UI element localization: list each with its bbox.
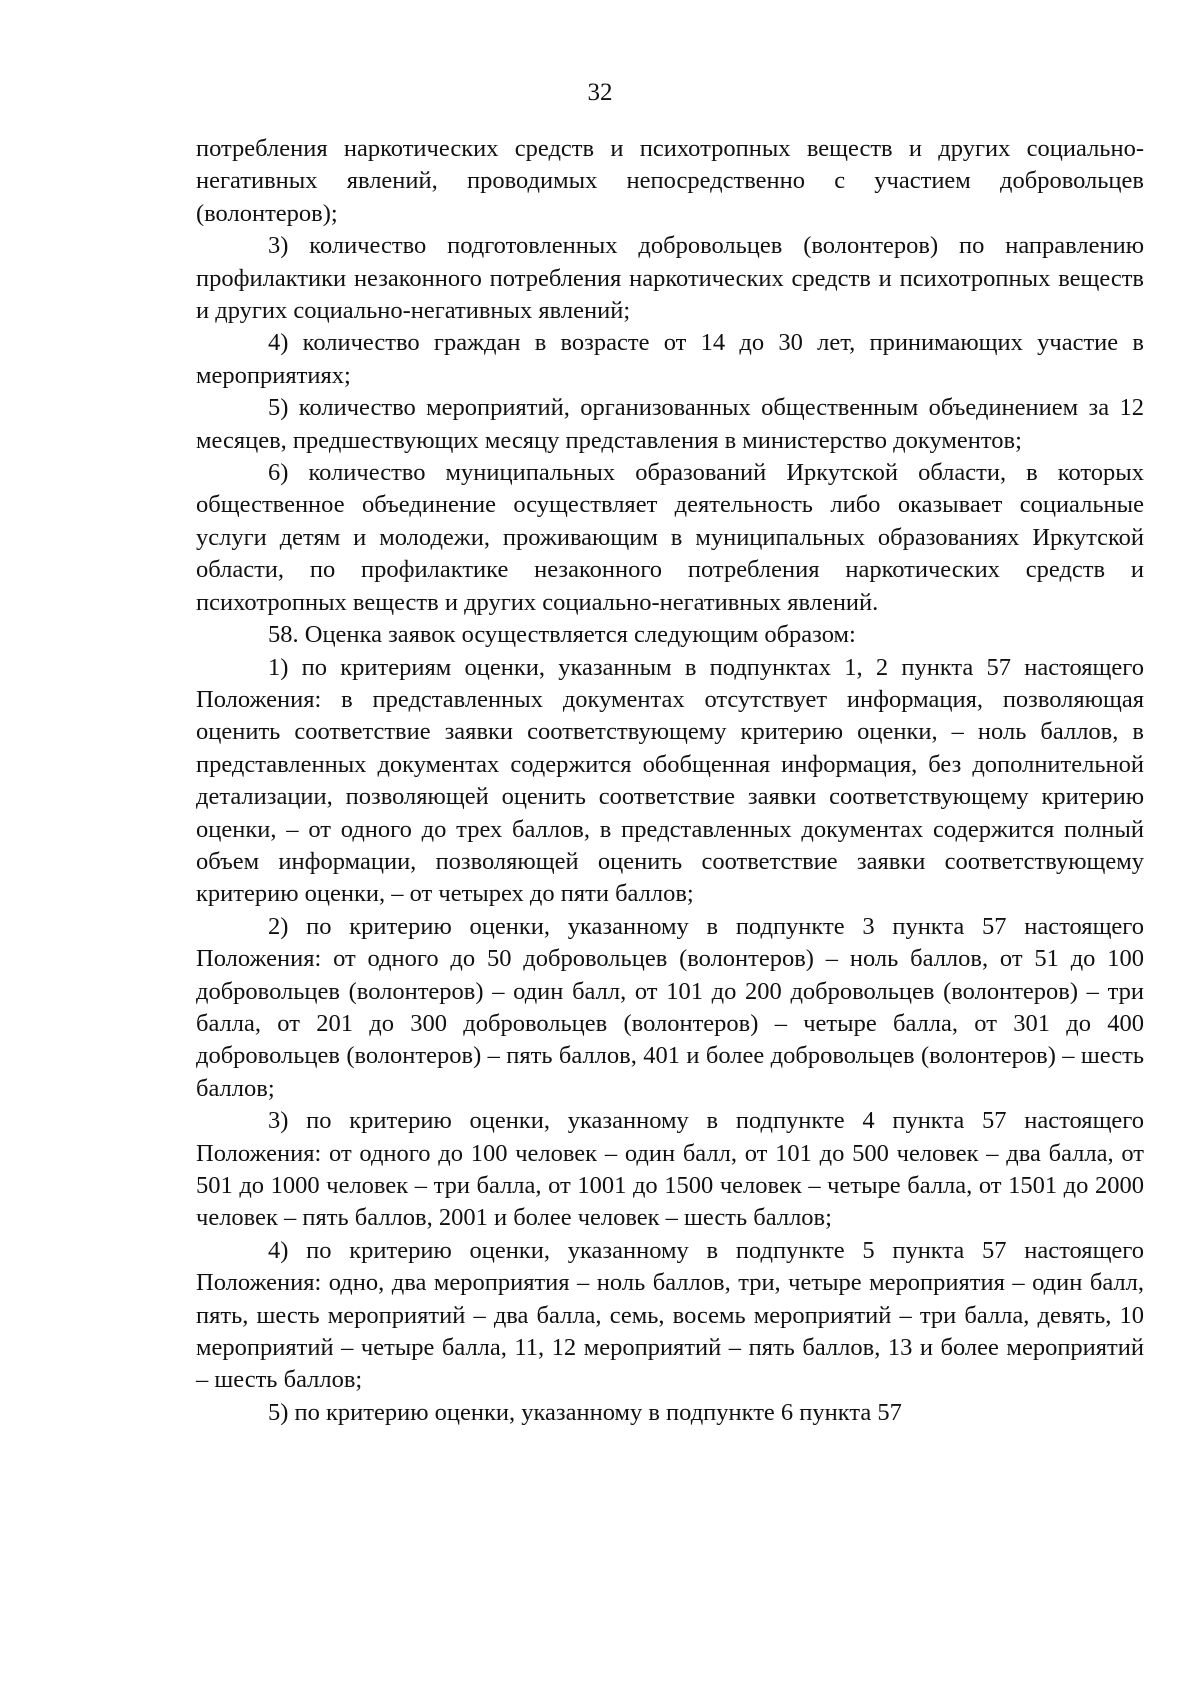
paragraph: 5) по критерию оценки, указанному в подпункте 6 пункта 57 [268,1398,902,1426]
paragraph: 5) количество мероприятий, организованных общественным объединением за 12 месяцев, предшествующих месяцу представления в министерство документов; [196,394,1144,454]
paragraph: 2) по критерию оценки, указанному в подпункте 3 пункта 57 настоящего Положения: от одного до 50 добровольцев (волонтеров) – ноль баллов, от 51 до 100 добровольцев (волонтеров) – один балл, от 101 до 200 добровольцев (волонтеров) – три балла, от 201 до 300 добровольцев (волонтеров) – четыре балла, от 301 до 400 добровольцев (волонтеров) – пять баллов, 401 и более добровольцев (волонтеров) – шесть баллов; [196,912,1144,1102]
paragraph: 4) по критерию оценки, указанному в подпункте 5 пункта 57 настоящего Положения: одно, два мероприятия – ноль баллов, три, четыре мероприятия – один балл, пять, шесть мероприятий – два балла, семь, восемь мероприятий – три балла, девять, 10 мероприятий – четыре балла, 11, 12 мероприятий – пять баллов, 13 и более мероприятий – шесть баллов; [196,1236,1144,1394]
paragraph: 3) по критерию оценки, указанному в подпункте 4 пункта 57 настоящего Положения: от одного до 100 человек – один балл, от 101 до 500 человек – два балла, от 501 до 1000 человек – три балла, от 1001 до 1500 человек – четыре балла, от 1501 до 2000 человек – пять баллов, 2001 и более человек – шесть баллов; [196,1107,1144,1232]
document-body [196,133,1144,1429]
paragraph: 4) количество граждан в возрасте от 14 до 30 лет, принимающих участие в мероприятиях; [196,329,1144,389]
paragraph: 3) количество подготовленных добровольцев (волонтеров) по направлению профилактики незаконного потребления наркотических средств и психотропных веществ и других социально-негативных явлений; [196,232,1144,325]
paragraph: 1) по критериям оценки, указанным в подпунктах 1, 2 пункта 57 настоящего Положения: в представленных документах отсутствует информация, позволяющая оценить соответствие заявки соответствующему критерию оценки, – ноль баллов, в представленных документах содержится обобщенная информация, без дополнительной детализации, позволяющей оценить соответствие заявки соответствующему критерию оценки, – от одного до трех баллов, в представленных документах содержится полный объем информации, позволяющей оценить соответствие заявки соответствующему критерию оценки, – от четырех до пяти баллов; [196,653,1144,908]
paragraph: 6) количество муниципальных образований Иркутской области, в которых общественное объединение осуществляет деятельность либо оказывает социальные услуги детям и молодежи, проживающим в муниципальных образованиях Иркутской области, по профилактике незаконного потребления наркотических средств и психотропных веществ и других социально-негативных явлений. [196,459,1144,616]
paragraph: 58. Оценка заявок осуществляется следующим образом: [268,621,856,649]
page-number: 32 [587,79,613,106]
paragraph: потребления наркотических средств и психотропных веществ и других социально-негативных явлений, проводимых непосредственно с участием добровольцев (волонтеров); [196,135,1144,227]
